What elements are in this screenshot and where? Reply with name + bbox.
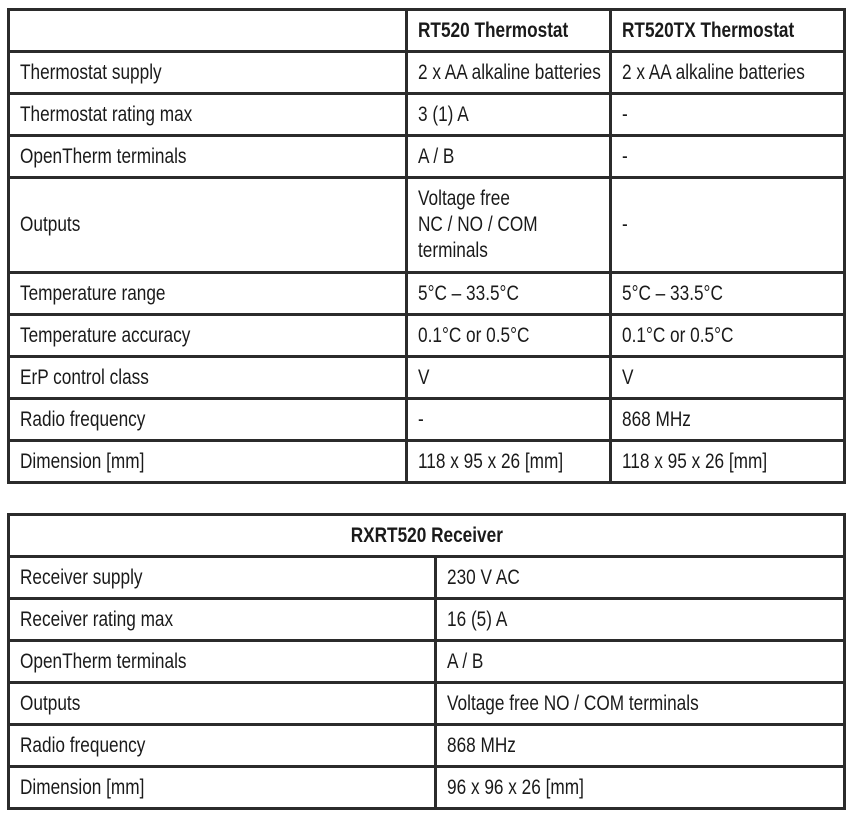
- row-label: Thermostat supply: [9, 52, 407, 94]
- row-label: Radio frequency: [9, 725, 436, 767]
- rt520-value: -: [407, 399, 611, 441]
- row-label: Thermostat rating max: [9, 94, 407, 136]
- table-row: [9, 767, 845, 809]
- table-row: [9, 599, 845, 641]
- table-row: [9, 315, 845, 357]
- receiver-spec-table: [7, 513, 846, 810]
- row-label: Dimension [mm]: [9, 441, 407, 483]
- table-row: [9, 136, 845, 178]
- row-label: Temperature accuracy: [9, 315, 407, 357]
- row-value: 868 MHz: [436, 725, 845, 767]
- row-value: 96 x 96 x 26 [mm]: [436, 767, 845, 809]
- row-label: Outputs: [9, 178, 407, 273]
- table-header-row: [9, 515, 845, 557]
- rt520-value: 0.1°C or 0.5°C: [407, 315, 611, 357]
- rt520tx-value: 868 MHz: [611, 399, 845, 441]
- table-row: [9, 357, 845, 399]
- rt520tx-value: 118 x 95 x 26 [mm]: [611, 441, 845, 483]
- row-label: Radio frequency: [9, 399, 407, 441]
- table-row: [9, 273, 845, 315]
- row-label: Outputs: [9, 683, 436, 725]
- row-label: ErP control class: [9, 357, 407, 399]
- row-label: OpenTherm terminals: [9, 641, 436, 683]
- row-value: 230 V AC: [436, 557, 845, 599]
- table-row: [9, 52, 845, 94]
- header-rt520: RT520 Thermostat: [407, 10, 611, 52]
- table-row: [9, 178, 845, 273]
- table-header-row: [9, 10, 845, 52]
- row-value: 16 (5) A: [436, 599, 845, 641]
- rt520tx-value: 5°C – 33.5°C: [611, 273, 845, 315]
- rt520tx-value: -: [611, 178, 845, 273]
- row-label: Dimension [mm]: [9, 767, 436, 809]
- table-row: [9, 641, 845, 683]
- header-rt520tx: RT520TX Thermostat: [611, 10, 845, 52]
- table-row: [9, 441, 845, 483]
- header-empty-cell: [9, 10, 407, 52]
- rt520-value: A / B: [407, 136, 611, 178]
- row-value: A / B: [436, 641, 845, 683]
- rt520-value: 5°C – 33.5°C: [407, 273, 611, 315]
- rt520-value: V: [407, 357, 611, 399]
- rt520tx-value: 0.1°C or 0.5°C: [611, 315, 845, 357]
- rt520-value: 2 x AA alkaline batteries: [407, 52, 611, 94]
- rt520tx-value: -: [611, 94, 845, 136]
- row-label: OpenTherm terminals: [9, 136, 407, 178]
- rt520tx-value: V: [611, 357, 845, 399]
- table-row: [9, 683, 845, 725]
- row-value: Voltage free NO / COM terminals: [436, 683, 845, 725]
- table-row: [9, 557, 845, 599]
- row-label: Temperature range: [9, 273, 407, 315]
- rt520-value: Voltage free NC / NO / COM terminals: [407, 178, 611, 273]
- rt520-value: 118 x 95 x 26 [mm]: [407, 441, 611, 483]
- table-row: [9, 94, 845, 136]
- rt520tx-value: 2 x AA alkaline batteries: [611, 52, 845, 94]
- thermostat-spec-table: [7, 8, 846, 484]
- rt520-value: 3 (1) A: [407, 94, 611, 136]
- rt520tx-value: -: [611, 136, 845, 178]
- table-row: [9, 725, 845, 767]
- row-label: Receiver supply: [9, 557, 436, 599]
- table-row: [9, 399, 845, 441]
- row-label: Receiver rating max: [9, 599, 436, 641]
- receiver-table-title: RXRT520 Receiver: [9, 515, 845, 557]
